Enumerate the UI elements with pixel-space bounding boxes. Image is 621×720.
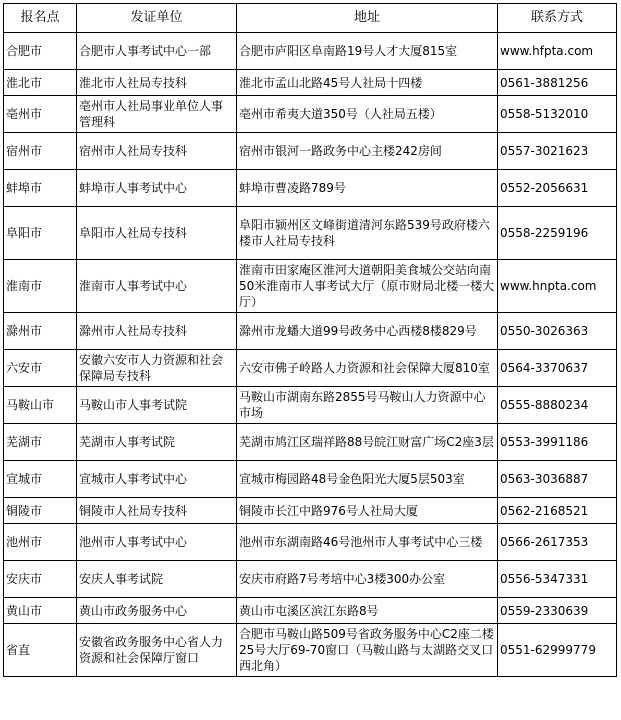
address-cell: 安庆市府路7号考培中心3楼300办公室 xyxy=(237,561,498,598)
address-cell: 淮南市田家庵区淮河大道朝阳美食城公交站向南50米淮南市人事考试大厅（原市财局北楼一楼大厅） xyxy=(237,260,498,313)
address-cell: 六安市佛子岭路人力资源和社会保障大厦810室 xyxy=(237,350,498,387)
table-row xyxy=(4,498,617,524)
table-row xyxy=(4,33,617,70)
table-row xyxy=(4,313,617,350)
contact-cell: 0566-2617353 xyxy=(498,524,617,561)
contact-cell: 0556-5347331 xyxy=(498,561,617,598)
address-cell: 阜阳市颍州区文峰街道清河东路539号政府楼六楼市人社局专技科 xyxy=(237,207,498,260)
header-address: 地址 xyxy=(237,4,498,33)
contact-cell: 0555-8880234 xyxy=(498,387,617,424)
city-cell: 亳州市 xyxy=(4,96,77,133)
city-cell: 阜阳市 xyxy=(4,207,77,260)
city-cell: 芜湖市 xyxy=(4,424,77,461)
agency-cell: 安徽六安市人力资源和社会保障局专技科 xyxy=(77,350,237,387)
city-cell: 池州市 xyxy=(4,524,77,561)
table-row xyxy=(4,96,617,133)
contact-cell: 0559-2330639 xyxy=(498,598,617,624)
agency-cell: 淮南市人事考试中心 xyxy=(77,260,237,313)
table-row xyxy=(4,598,617,624)
city-cell: 马鞍山市 xyxy=(4,387,77,424)
table-row xyxy=(4,133,617,170)
contact-cell: 0563-3036887 xyxy=(498,461,617,498)
address-cell: 池州市东湖南路46号池州市人事考试中心三楼 xyxy=(237,524,498,561)
address-cell: 合肥市庐阳区阜南路19号人才大厦815室 xyxy=(237,33,498,70)
city-cell: 宣城市 xyxy=(4,461,77,498)
city-cell: 省直 xyxy=(4,624,77,677)
contact-cell: 0564-3370637 xyxy=(498,350,617,387)
contact-cell: 0558-2259196 xyxy=(498,207,617,260)
agency-cell: 铜陵市人社局专技科 xyxy=(77,498,237,524)
table-row xyxy=(4,260,617,313)
table-row xyxy=(4,461,617,498)
address-cell: 铜陵市长江中路976号人社局大厦 xyxy=(237,498,498,524)
agency-cell: 马鞍山市人事考试院 xyxy=(77,387,237,424)
address-cell: 淮北市孟山北路45号人社局十四楼 xyxy=(237,70,498,96)
city-cell: 蚌埠市 xyxy=(4,170,77,207)
header-agency: 发证单位 xyxy=(77,4,237,33)
address-cell: 马鞍山市湖南东路2855号马鞍山人力资源中心市场 xyxy=(237,387,498,424)
agency-cell: 淮北市人社局专技科 xyxy=(77,70,237,96)
agency-cell: 芜湖市人事考试院 xyxy=(77,424,237,461)
agency-cell: 宣城市人事考试中心 xyxy=(77,461,237,498)
address-cell: 亳州市希夷大道350号（人社局五楼） xyxy=(237,96,498,133)
table-row xyxy=(4,207,617,260)
address-cell: 滁州市龙蟠大道99号政务中心西楼8楼829号 xyxy=(237,313,498,350)
header-city: 报名点 xyxy=(4,4,77,33)
city-cell: 安庆市 xyxy=(4,561,77,598)
city-cell: 黄山市 xyxy=(4,598,77,624)
city-cell: 六安市 xyxy=(4,350,77,387)
agency-cell: 安庆人事考试院 xyxy=(77,561,237,598)
contact-cell: 0552-2056631 xyxy=(498,170,617,207)
table-row xyxy=(4,387,617,424)
table-row xyxy=(4,561,617,598)
agency-cell: 滁州市人社局专技科 xyxy=(77,313,237,350)
table-row xyxy=(4,524,617,561)
contact-cell: 0553-3991186 xyxy=(498,424,617,461)
agency-cell: 蚌埠市人事考试中心 xyxy=(77,170,237,207)
table-row xyxy=(4,170,617,207)
address-cell: 芜湖市鸠江区瑞祥路88号皖江财富广场C2座3层 xyxy=(237,424,498,461)
agency-cell: 安徽省政务服务中心省人力资源和社会保障厅窗口 xyxy=(77,624,237,677)
table-row xyxy=(4,424,617,461)
address-cell: 宿州市银河一路政务中心主楼242房间 xyxy=(237,133,498,170)
agency-cell: 阜阳市人社局专技科 xyxy=(77,207,237,260)
address-cell: 宣城市梅园路48号金色阳光大厦5层503室 xyxy=(237,461,498,498)
address-cell: 黄山市屯溪区滨江东路8号 xyxy=(237,598,498,624)
contact-cell: 0557-3021623 xyxy=(498,133,617,170)
contact-cell: 0558-5132010 xyxy=(498,96,617,133)
city-cell: 合肥市 xyxy=(4,33,77,70)
agency-cell: 亳州市人社局事业单位人事管理科 xyxy=(77,96,237,133)
table-row xyxy=(4,70,617,96)
address-cell: 蚌埠市曹凌路789号 xyxy=(237,170,498,207)
table-row xyxy=(4,624,617,677)
contact-cell: www.hnpta.com xyxy=(498,260,617,313)
contact-cell: 0561-3881256 xyxy=(498,70,617,96)
table-row xyxy=(4,350,617,387)
city-cell: 淮南市 xyxy=(4,260,77,313)
header-row xyxy=(4,4,617,33)
city-cell: 铜陵市 xyxy=(4,498,77,524)
contact-cell: www.hfpta.com xyxy=(498,33,617,70)
certificate-office-table xyxy=(3,3,617,677)
agency-cell: 黄山市政务服务中心 xyxy=(77,598,237,624)
agency-cell: 池州市人事考试中心 xyxy=(77,524,237,561)
header-contact: 联系方式 xyxy=(498,4,617,33)
address-cell: 合肥市马鞍山路509号省政务服务中心C2座二楼25号大厅69-70窗口（马鞍山路与太湖路交叉口西北角） xyxy=(237,624,498,677)
agency-cell: 宿州市人社局专技科 xyxy=(77,133,237,170)
agency-cell: 合肥市人事考试中心一部 xyxy=(77,33,237,70)
city-cell: 淮北市 xyxy=(4,70,77,96)
contact-cell: 0562-2168521 xyxy=(498,498,617,524)
city-cell: 宿州市 xyxy=(4,133,77,170)
city-cell: 滁州市 xyxy=(4,313,77,350)
contact-cell: 0551-62999779 xyxy=(498,624,617,677)
contact-cell: 0550-3026363 xyxy=(498,313,617,350)
